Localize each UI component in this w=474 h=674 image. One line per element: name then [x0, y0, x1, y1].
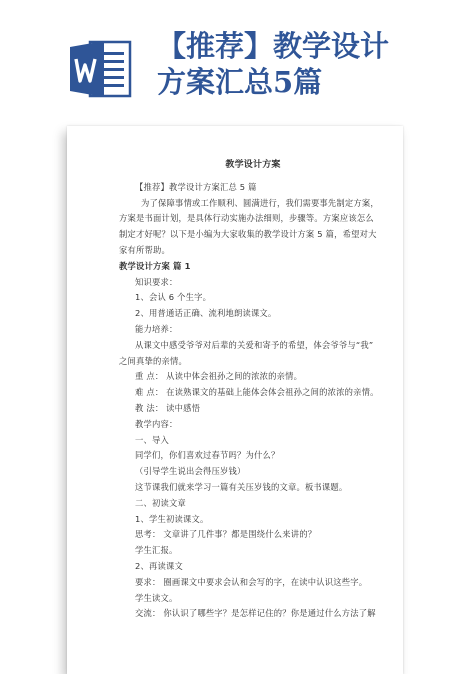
- doc-line: 这节课我们就来学习一篇有关压岁钱的文章。板书课题。: [135, 481, 348, 492]
- doc-line: 学生汇报。: [135, 545, 178, 556]
- section-heading: 教学设计方案 篇 1: [119, 260, 191, 271]
- title-line-2: 方案汇总5篇: [157, 65, 323, 99]
- doc-line: 能力培养：: [135, 323, 178, 334]
- doc-line: 方案是书面计划，是具体行动实施办法细则，步骤等。方案应该怎么: [119, 213, 374, 224]
- doc-line: 教 法： 读中感悟: [135, 402, 201, 413]
- document-title: 教学设计方案: [225, 160, 281, 170]
- header: [0, 0, 474, 120]
- document-preview: [67, 126, 403, 674]
- doc-line: 制定才好呢？以下是小编为大家收集的教学设计方案 5 篇，希望对大: [119, 229, 377, 240]
- doc-line: 交流： 你认识了哪些字？是怎样记住的？你是通过什么方法了解: [135, 608, 376, 619]
- doc-line: 重 点： 从读中体会祖孙之间的浓浓的亲情。: [135, 371, 303, 382]
- doc-line: 家有所帮助。: [119, 244, 170, 255]
- doc-line: 教学内容：: [135, 418, 178, 429]
- document-body: [119, 158, 387, 622]
- page-title: [157, 28, 457, 100]
- title-line-1: 【推荐】教学设计: [157, 29, 390, 63]
- doc-line: 要求： 圈画课文中要求会认和会写的字，在读中认识这些字。: [135, 576, 368, 587]
- doc-line: 1、学生初读课文。: [135, 513, 209, 524]
- doc-line: 知识要求：: [135, 276, 178, 287]
- doc-line: 【推荐】教学设计方案汇总 5 篇: [135, 181, 257, 192]
- doc-line: 学生读文。: [135, 592, 178, 603]
- word-document-icon: [68, 38, 134, 100]
- doc-line: 同学们，你们喜欢过春节吗？为什么？: [135, 450, 280, 461]
- doc-line: 一、导入: [135, 434, 169, 445]
- doc-line: 之间真挚的亲情。: [119, 355, 187, 366]
- doc-line: 1、会认 6 个生字。: [135, 292, 212, 303]
- doc-line: 为了保障事情或工作顺利、圆满进行，我们需要事先制定方案，: [141, 197, 379, 208]
- doc-line: 思考： 文章讲了几件事？都是围绕什么来讲的？: [135, 529, 317, 540]
- doc-line: 二、初读文章: [135, 497, 186, 508]
- doc-line: 2、再读课文: [135, 560, 183, 571]
- doc-line: 难 点： 在读熟课文的基础上能体会体会祖孙之间的浓浓的亲情。: [135, 387, 379, 398]
- doc-line: 2、用普通话正确、流利地朗读课文。: [135, 308, 277, 319]
- doc-line: 从课文中感受爷爷对后辈的关爱和寄予的希望，体会爷爷与“我”: [135, 339, 374, 350]
- doc-line: （引导学生说出会得压岁钱）: [135, 466, 246, 477]
